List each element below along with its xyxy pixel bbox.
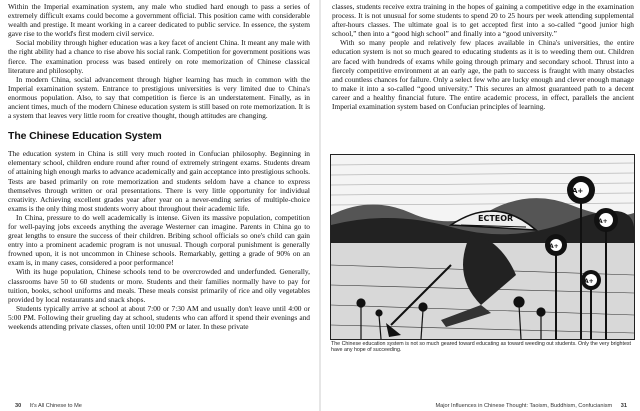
left-page-footer: [8, 403, 82, 409]
grade-label: A+: [549, 243, 559, 250]
paragraph: The education system in China is still very much rooted in Confucian philosophy. Beginning in elementary school, children endure round after round of extremely stringent exams. Students dream of attaining high enough marks to advance academically and gain acceptance into prestigious schools. Tests are based primarily on rote memorization and students seldom have a chance to express themselves through written or oral presentations. There is very little opportunity for individual creativity. Achieving excellent grades year after year on a never-ending series of multiple-choice exams is the only thing most students worry about throughout their academic life.: [8, 149, 310, 213]
right-page: [320, 0, 640, 411]
paragraph: In China, pressure to do well academically is intense. Given its massive population, competition for well-paying jobs exceeds anything the average Westerner can imagine. Parents in China go to great lengths to ensure the success of their children. Bribing school officials so one's child can gain entry into a prominent academic program is not unusual. Though corporal punishment is generally frowned upon, it is not uncommon in Chinese schools. Remarkably, getting a grade of 90% on an exam is, in many cases, considered a poor performance!: [8, 212, 310, 268]
paragraph: Social mobility through higher education was a key facet of ancient China. It meant any male with the right ability had a chance to rise above his social rank. Competition for government positions was fierce. The examination process was based entirely on rote memorization of Chinese classical literature and philosophy.: [8, 38, 310, 75]
grade-label: A+: [572, 187, 584, 195]
right-page-footer: [435, 403, 634, 409]
page-number: 30: [15, 403, 22, 409]
paragraph: In modern China, social advancement through higher learning has much in common with the Imperial examination system. Entrance to prestigious universities is very limited due to China's enormous population. Also, to say that competition is fierce is an understatement. Finally, as in ancient times, much of the modern Chinese education system is still based on rote memorization. It is a system that leaves very little room for creative thought, though attitudes are changing.: [8, 74, 310, 121]
hat-label: ECTEOR: [478, 214, 514, 223]
grade-label: A+: [584, 278, 594, 285]
figure-caption: The Chinese education system is not so much geared toward educating as toward weeding out students. Only the very brightest have any hope of succeeding.: [331, 341, 632, 354]
running-title: It's All Chinese to Me: [29, 403, 82, 409]
left-text-column: [8, 2, 310, 331]
paragraph: With its huge population, Chinese schools tend to be overcrowded and underfunded. Generally, classrooms have 50 to 60 students or more. Students and their families normally have to pay for tuition, books, school uniforms and meals. These meals consist primarily of rice and oily vegetables provided by local restaurants and snack shops.: [8, 267, 310, 304]
section-heading: The Chinese Education System: [8, 130, 162, 143]
right-text-column: [332, 2, 634, 111]
paragraph: With so many people and relatively few places available in China's universities, the entire education system is not so much geared to educating students as it is to weeding them out. Children are faced with hundreds of exams while going through primary and secondary school. Thrust into a fiercely competitive environment at an early age, the path to success is fraught with many obstacles and countless chances for failure. Only a select few who are lucky enough and clever enough manage to make it into a so-called “good university.” This secures an almost guaranteed path to a decent career and a healthy financial future. The entire academic process, in effect, parallels the ancient Imperial examination system based on Confucian principles of learning.: [332, 38, 634, 112]
paragraph: Students typically arrive at school at about 7:00 or 7:30 AM and usually don't leave until 4:00 or 5:00 PM. Following their grueling day at school, students who can afford it spend their evenings and weekends attending private classes, often until 10:00 PM or later. In these private: [8, 303, 310, 331]
illustration: [330, 154, 635, 340]
page-number: 31: [620, 403, 627, 409]
paragraph: Within the Imperial examination system, any male who studied hard enough to pass a series of extremely difficult exams could become a government official. This position came with considerable wealth and prestige. It meant working in a career dedicated to public service. In essence, the system gave rise to the world's first modern civil service.: [8, 2, 310, 39]
woodcut-illustration: [331, 155, 634, 339]
paragraph: classes, students receive extra training in the hopes of gaining a competitive edge in the examination process. It is not unusual for some students to spend 20 to 25 hours per week attending supplemental after-hours classes. The ultimate goal is to get accepted first into a so-called “good junior high school,” then into a “good high school” and finally into a “good university.”: [332, 2, 634, 39]
running-title: Major Influences in Chinese Thought: Taoism, Buddhism, Confucianism: [435, 403, 613, 409]
grade-label: A+: [598, 218, 608, 225]
